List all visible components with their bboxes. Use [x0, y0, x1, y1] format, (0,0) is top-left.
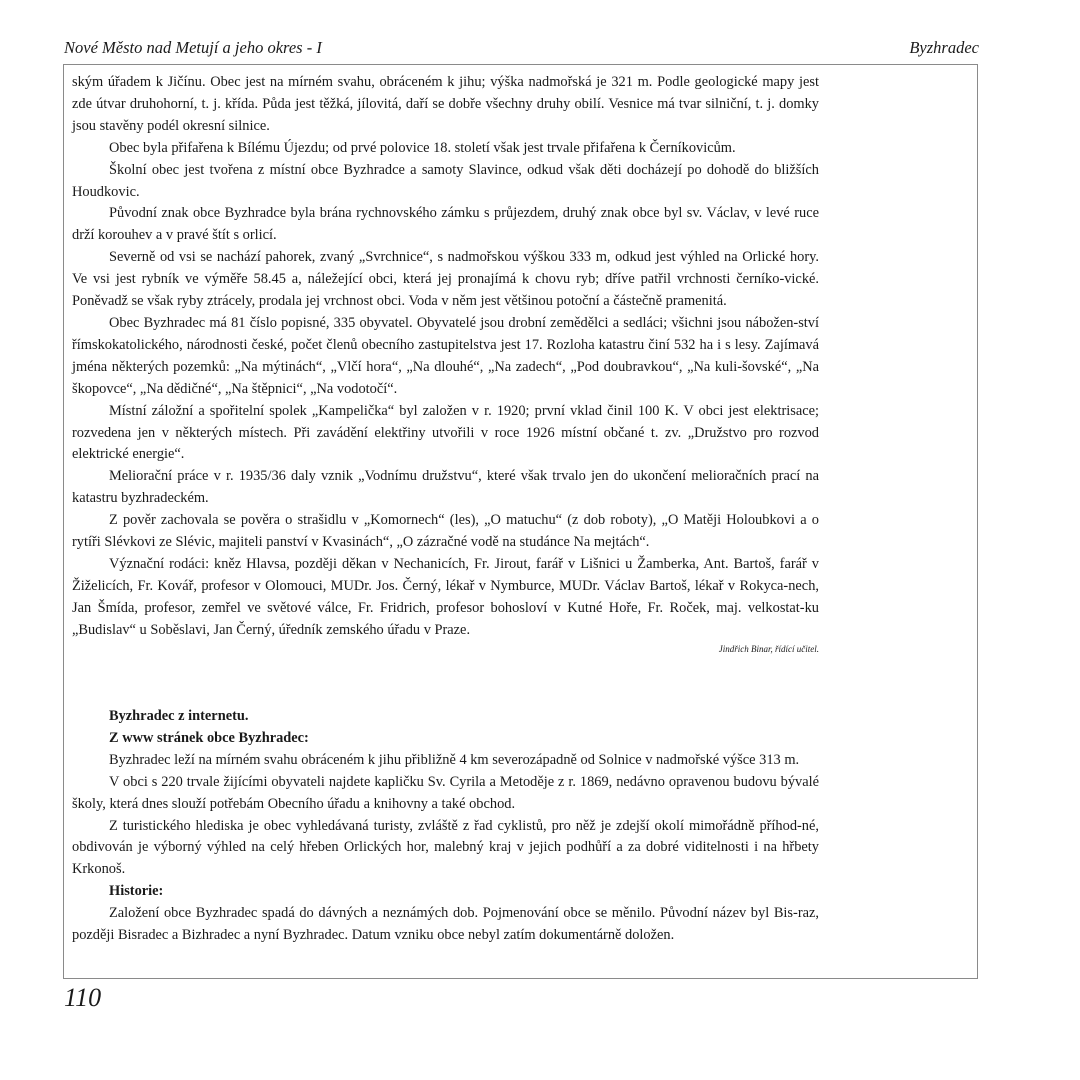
paragraph-savings-bank: Místní záložní a spořitelní spolek „Kampelička“ byl založen v r. 1920; první vklad činil 100 K. V obci jest elektrisace; rozvedena jen v některých místech. Při zavádění elektřiny utvořili v roce 1926 místní občané t. zv. „Družstvo pro rozvod elektrické energie“.: [72, 402, 819, 463]
internet-section: [72, 706, 819, 947]
paragraph-notable-natives: Význační rodáci: kněz Hlavsa, později děkan v Nechanicích, Fr. Jirout, farář v Lišnici u Žamberka, Ant. Bartoš, farář v Žiželicích, Fr. Kovář, profesor v Olomouci, MUDr. Jos. Černý, lékař v Nymburce, MUDr. Václav Bartoš, lékař v Rokyca-nech, Jan Šmída, profesor, zemřel ve světové válce, Fr. Fridrich, profesor bohosloví v Kutné Hoře, Fr. Roček, maj. velkostat-ku „Budislav“ u Soběslavi, Jan Černý, úředník zemského úřadu v Praze.: [72, 555, 819, 638]
paragraph-hill-pond: Severně od vsi se nachází pahorek, zvaný „Svrchnice“, s nadmořskou výškou 333 m, odkud jest výhled na Orlické hory. Ve vsi jest rybník ve výměře 58.45 a, náležející obci, která jej pronajímá k chovu ryb; dříve patřil vrchnosti černíko-vické. Poněvadž se však ryby ztrácely, prodala jej vrchnost obci. Voda v něm jest většinou potoční a částečně pramenitá.: [72, 249, 819, 310]
section-heading-internet: Byzhradec z internetu.: [109, 708, 249, 724]
section-heading-website: Z www stránek obce Byzhradec:: [109, 729, 309, 746]
header-publication-title: Nové Město nad Metují a jeho okres - I: [64, 38, 322, 57]
header-section-title: Byzhradec: [909, 38, 979, 57]
running-header: [64, 38, 979, 60]
paragraph-legends: Z pověr zachovala se pověra o strašidlu v „Komornech“ (les), „O matuchu“ (z dob roboty), „O Matěji Holoubkovi a o rytíři Slévkovi ze Slévic, majiteli panství v Kvasinách“, „O zázračné vodě na studánce Na mejtách“.: [72, 512, 819, 551]
paragraph-village-sights: V obci s 220 trvale žijícími obyvateli najdete kapličku Sv. Cyrila a Metoděje z r. 1869, nedávno opravenou budovu bývalé školy, která dnes slouží potřebám Obecního úřadu a knihovny a také obchod.: [72, 773, 819, 812]
paragraph-coat-of-arms: Původní znak obce Byzhradce byla brána rychnovského zámku s průjezdem, druhý znak obce byl sv. Václav, v levé ruce drží korouhev a v pravé štít s orlicí.: [72, 205, 819, 244]
paragraph-continuation: ským úřadem k Jičínu. Obec jest na mírném svahu, obráceném k jihu; výška nadmořská je 321 m. Podle geologické mapy jest zde útvar druhohorní, t. j. křída. Půda jest těžká, jílovitá, daří se dobře všechny druhy obilí. Vesnice má tvar silniční, t. j. domky jsou stavěny podél okresní silnice.: [72, 74, 819, 134]
paragraph-tourism: Z turistického hlediska je obec vyhledávaná turisty, zvláště z řad cyklistů, pro něž je zdejší okolí mimořádně příhod-né, obdivován je výborný výhled na celý hřeben Orlických hor, malebný kraj v jejich podhůří a za dobré viditelnosti i na hřbety Krkonoš.: [72, 817, 819, 878]
section-heading-history: Historie:: [109, 883, 164, 900]
paragraph-population: Obec Byzhradec má 81 číslo popisné, 335 obyvatel. Obyvatelé jsou drobní zemědělci a sedláci; všichni jsou nábožen-ství římskokatolického, národnosti české, počet členů obecního zastupitelstva jest 17. Rozloha katastru činí 532 ha i s lesy. Zajímavá jména některých pozemků: „Na mýtinách“, „Vlčí hora“, „Na dlouhé“, „Na zadech“, „Pod doubravkou“, „Na kuli-šovské“, „Na škopovce“, „Na dědičné“, „Na štěpnici“, „Na vodotočí“.: [72, 314, 819, 397]
paragraph-school: Školní obec jest tvořena z místní obce Byzhradce a samoty Slavince, odkud však děti docházejí po dohodě do bližších Houdkovic.: [72, 161, 819, 200]
main-text: [72, 72, 819, 656]
paragraph-melioration: Meliorační práce v r. 1935/36 daly vznik „Vodnímu družstvu“, které však trvalo jen do ukončení melioračních prací na katastru byzhradeckém.: [72, 468, 819, 507]
author-signature: Jindřich Binar, řídící učitel.: [718, 643, 819, 654]
paragraph-parish: Obec byla přifařena k Bílému Újezdu; od prvé polovice 18. století však jest trvale přifařena k Černíkovicům.: [109, 139, 736, 156]
paragraph-history: Založení obce Byzhradec spadá do dávných a neznámých dob. Pojmenování obce se měnilo. Původní název byl Bis-raz, později Bisradec a Bizhradec a nyní Byzhradec. Datum vzniku obce nebyl zatím dokumentárně doložen.: [72, 905, 819, 944]
page-number: 110: [64, 983, 102, 1012]
paragraph-location: Byzhradec leží na mírném svahu obráceném k jihu přibližně 4 km severozápadně od Solnice v nadmořské výšce 313 m.: [109, 751, 800, 768]
